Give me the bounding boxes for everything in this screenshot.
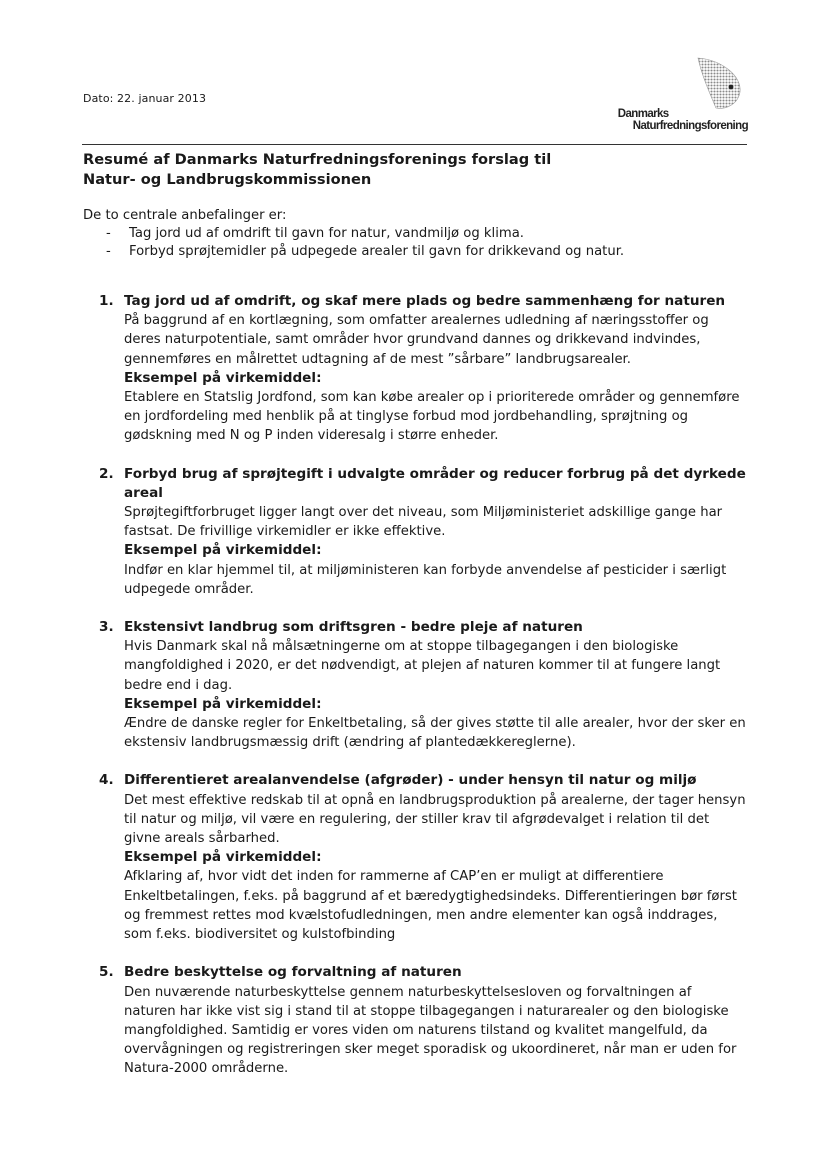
recommendation-text: Forbyd sprøjtemidler på udpegede arealer til gavn for drikkevand og natur. — [129, 244, 625, 259]
section-heading: Forbyd brug af sprøjtegift i udvalgte områder og reducer forbrug på det dyrkede areal — [124, 465, 746, 501]
title-line-1: Resumé af Danmarks Naturfredningsforenings forslag til — [83, 151, 552, 168]
example-text: Etablere en Statslig Jordfond, som kan købe arealer op i prioriterede områder og gennemføre en jordfordeling med henblik på at tinglyse forbud mod jordbehandling, sprøjtning og gødskning med N og P inden videresalg i større enheder. — [124, 390, 740, 444]
section-body: Den nuværende naturbeskyttelse gennem naturbeskyttelsesloven og forvaltningen af naturen har ikke vist sig i stand til at stoppe tilbagegangen i naturarealer og den biologiske mangfoldighed. Samtidig er vores viden om naturens tilstand og kvalitet mangelfuld, da overvågningen og registreringen sker meget sporadisk og ukoordineret, når man er uden for Natura-2000 områderne. — [124, 984, 737, 1077]
section-heading: Differentieret arealanvendelse (afgrøder) - under hensyn til natur og miljø — [124, 772, 697, 789]
title-line-2: Natur- og Landbrugskommissionen — [83, 171, 372, 188]
section-heading: Tag jord ud af omdrift, og skaf mere plads og bedre sammenhæng for naturen — [124, 293, 726, 309]
intro-text: De to centrale anbefalinger er: — [83, 208, 287, 223]
document-title — [83, 150, 643, 190]
section-body: Sprøjtegiftforbruget ligger langt over det niveau, som Miljøministeriet adskillige gange har fastsat. De frivillige virkemidler er ikke effektive. — [124, 505, 723, 540]
section-3 — [97, 618, 747, 752]
section-heading: Bedre beskyttelse og forvaltning af naturen — [124, 964, 462, 981]
proposal-sections — [97, 292, 747, 1079]
section-2 — [97, 465, 747, 599]
section-4 — [97, 771, 747, 944]
example-label: Eksempel på virkemiddel: — [124, 542, 322, 559]
header-divider — [82, 144, 747, 145]
section-heading: Ekstensivt landbrug som driftsgren - bedre pleje af naturen — [124, 619, 583, 636]
organization-logo — [600, 52, 760, 142]
logo-line-2: Naturfredningsforening — [632, 120, 748, 132]
logo-emblem-icon — [692, 54, 744, 112]
list-item — [83, 243, 743, 261]
section-number: 2. — [99, 465, 114, 482]
section-5 — [97, 963, 747, 1078]
bullet-dash: - — [106, 226, 111, 241]
section-number: 4. — [99, 772, 114, 789]
section-number: 3. — [99, 619, 114, 636]
example-label: Eksempel på virkemiddel: — [124, 695, 322, 712]
section-number: 1. — [99, 293, 114, 309]
logo-line-1: Danmarks — [617, 108, 669, 120]
section-body: På baggrund af en kortlægning, som omfatter arealernes udledning af næringsstoffer og deres naturpotentiale, samt områder hvor grundvand dannes og drikkevand indvindes, gennemføres en målrettet udtagning af de mest ”sårbare” landbrugsarealer. — [124, 313, 709, 367]
intro-block — [83, 207, 743, 261]
bullet-dash: - — [106, 244, 111, 259]
document-date: Dato: 22. januar 2013 — [83, 92, 207, 105]
section-1 — [97, 292, 747, 446]
list-item — [83, 225, 743, 243]
section-body: Det mest effektive redskab til at opnå en landbrugsproduktion på arealerne, der tager hensyn til natur og miljø, vil være en regulering, der stiller krav til afgrødevalget i relation til det givne areals sårbarhed. — [124, 792, 746, 847]
example-label: Eksempel på virkemiddel: — [124, 849, 322, 866]
logo-wordmark — [615, 108, 748, 132]
example-label: Eksempel på virkemiddel: — [124, 369, 322, 386]
example-text: Ændre de danske regler for Enkeltbetaling, så der gives støtte til alle arealer, hvor der sker en ekstensiv landbrugsmæssig drift (ændring af plantedækkereglerne). — [124, 716, 746, 751]
section-number: 5. — [99, 964, 114, 981]
recommendation-list — [83, 225, 743, 261]
example-text: Indfør en klar hjemmel til, at miljøministeren kan forbyde anvendelse af pesticider i særligt udpegede områder. — [124, 562, 727, 597]
example-text: Afklaring af, hvor vidt det inden for rammerne af CAP’en er muligt at differentiere Enkeltbetalingen, f.eks. på baggrund af et bæredygtighedsindeks. Differentieringen bør først og fremmest rettes mod kvælstofudledningen, men andre elementer kan også inddrages, som f.eks. biodiversitet og kulstofbinding — [124, 869, 737, 943]
recommendation-text: Tag jord ud af omdrift til gavn for natur, vandmiljø og klima. — [129, 226, 525, 241]
section-body: Hvis Danmark skal nå målsætningerne om at stoppe tilbagegangen i den biologiske mangfoldighed i 2020, er det nødvendigt, at plejen af naturen kommer til at fungere langt bedre end i dag. — [124, 639, 721, 693]
